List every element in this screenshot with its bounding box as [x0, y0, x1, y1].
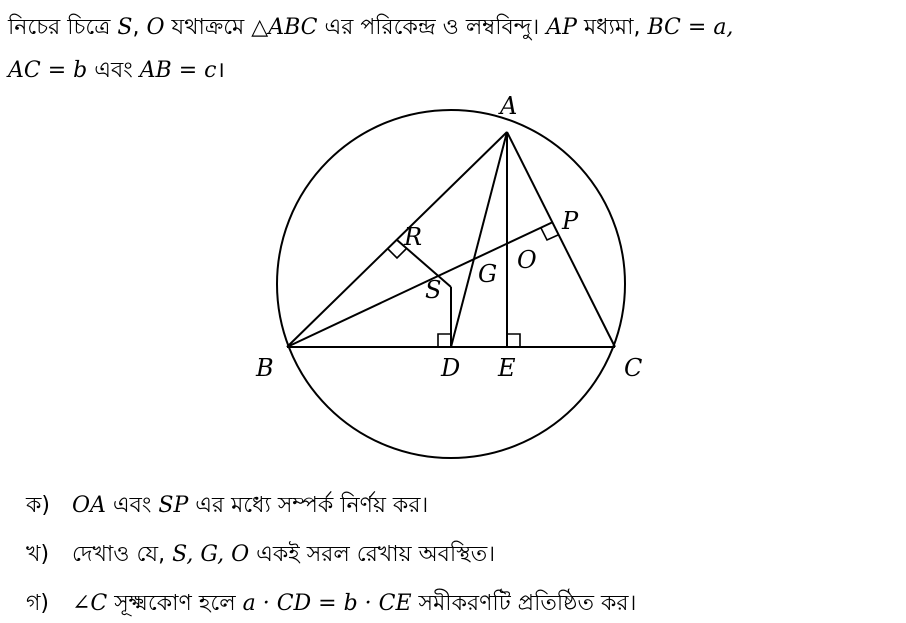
question-ka-oa: OA — [72, 493, 106, 518]
label-g: G — [478, 260, 498, 288]
circumcircle — [277, 110, 625, 458]
intro-dari: । — [216, 58, 225, 83]
question-ga — [26, 586, 636, 623]
intro-text-5: এবং — [87, 58, 140, 83]
question-ga-label: গ) — [26, 591, 50, 616]
label-c: C — [624, 354, 643, 382]
label-e: P — [562, 207, 579, 235]
intro-text-1: নিচের চিত্রে — [8, 15, 118, 40]
label-r: R — [404, 223, 423, 251]
label-o: O — [517, 246, 537, 274]
label-s: S — [425, 276, 442, 304]
question-kha-text-2: একই সরল রেখায় অবস্থিত। — [249, 542, 496, 567]
intro-text-3: এর পরিকেন্দ্র ও লম্ববিন্দু। — [317, 15, 547, 40]
ab-equals-c: AB = c — [139, 58, 217, 83]
question-kha — [26, 537, 495, 574]
label-p: D — [441, 354, 461, 382]
circumcenter-symbol: S — [117, 15, 133, 40]
orthocenter-symbol: O — [146, 15, 165, 40]
label-d: E — [498, 354, 516, 382]
question-ka — [26, 488, 428, 525]
question-ka-label: ক) — [26, 493, 50, 518]
right-angle-d — [507, 334, 520, 347]
ac-equals-b: AC = b — [8, 58, 88, 83]
median-symbol: AP — [546, 15, 577, 40]
question-ka-text-2: এর মধ্যে সম্পর্ক নির্ণয় কর। — [188, 493, 429, 518]
question-ga-angle: ∠C — [72, 591, 108, 616]
question-kha-label: খ) — [26, 542, 50, 567]
bc-equals-a: BC = a, — [647, 15, 734, 40]
label-b: B — [256, 354, 274, 382]
question-kha-text-1: দেখাও যে, — [72, 542, 173, 567]
right-angle-p — [438, 334, 451, 347]
intro-comma: , — [132, 15, 147, 40]
question-kha-points: S, G, O — [172, 542, 250, 567]
label-a: A — [500, 92, 518, 120]
side-ac — [507, 132, 615, 347]
triangle-symbol: △ABC — [251, 15, 318, 40]
question-ga-equation: a · CD = b · CE — [242, 591, 412, 616]
median-ap — [451, 132, 507, 347]
intro-text-2: যথাক্রমে — [164, 15, 252, 40]
question-ka-sp: SP — [158, 493, 189, 518]
side-ab — [287, 132, 507, 347]
intro-text-4: মধ্যমা, — [576, 15, 648, 40]
question-ga-text-1: সূক্ষ্মকোণ হলে — [107, 591, 243, 616]
question-ka-text-1: এবং — [105, 493, 159, 518]
question-ga-text-2: সমীকরণটি প্রতিষ্ঠিত কর। — [411, 591, 637, 616]
